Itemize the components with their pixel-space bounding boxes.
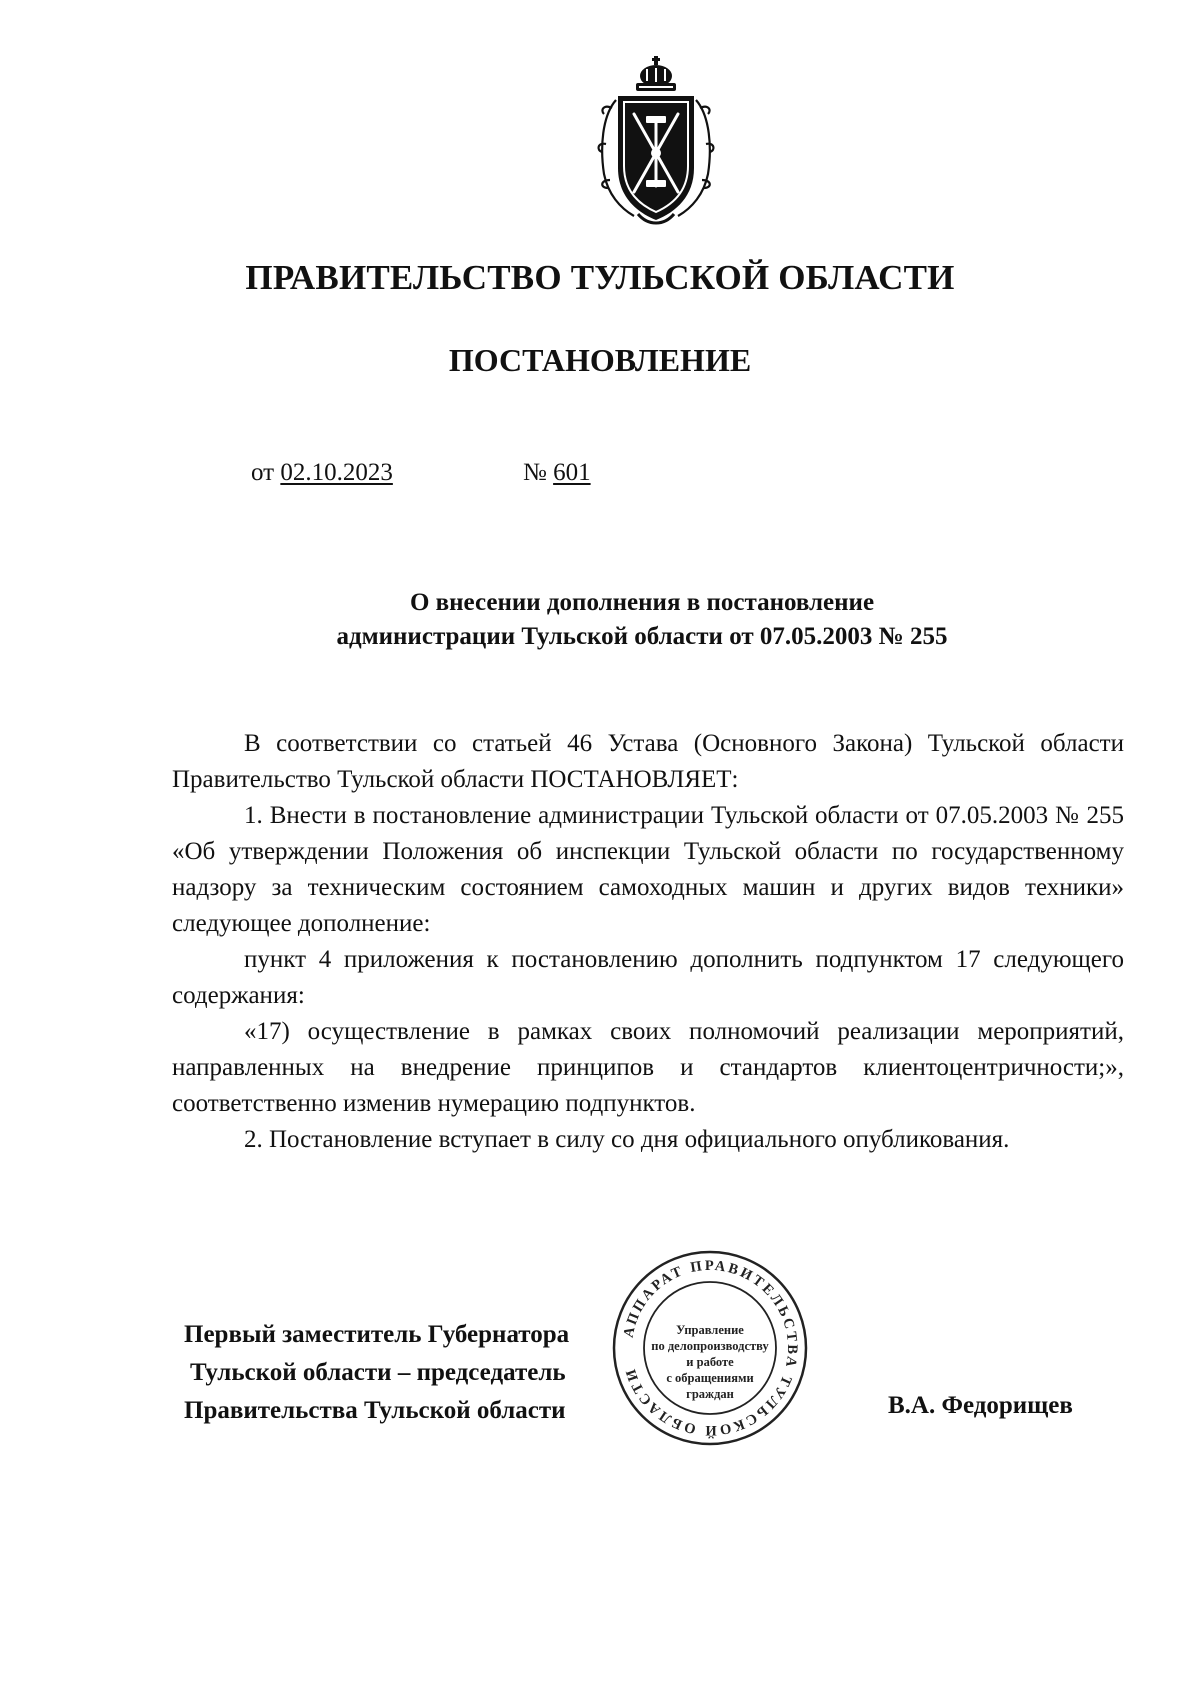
- stamp-inner-text: [644, 1322, 776, 1402]
- document-body: [172, 726, 1124, 1158]
- paragraph-preamble: В соответствии со статьей 46 Устава (Основного Закона) Тульской области Правительство Тульской области ПОСТАНОВЛЯЕТ:: [172, 730, 1124, 793]
- signatory-position: [184, 1316, 569, 1430]
- paragraph-item-1: 1. Внести в постановление администрации Тульской области от 07.05.2003 № 255 «Об утверждении Положения об инспекции Тульской области по государственному надзору за техническим состоянием самоходных машин и других видов техники» следующее дополнение:: [172, 802, 1124, 937]
- document-date: [251, 459, 393, 487]
- number-value: 601: [553, 459, 591, 486]
- position-line-3: Правительства Тульской области: [184, 1397, 566, 1424]
- document-type: ПОСТАНОВЛЕНИЕ: [448, 342, 752, 378]
- government-title: ПРАВИТЕЛЬСТВО ТУЛЬСКОЙ ОБЛАСТИ: [245, 258, 955, 297]
- paragraph-item-2: 2. Постановление вступает в силу со дня официального опубликования.: [244, 1126, 1010, 1153]
- stamp-inner-line-2: по делопроизводству: [651, 1339, 769, 1353]
- stamp-outer-text: АППАРАТ ПРАВИТЕЛЬСТВА ТУЛЬСКОЙ ОБЛАСТИ: [620, 1257, 801, 1439]
- date-value: 02.10.2023: [280, 459, 393, 486]
- coat-of-arms-icon: [594, 56, 718, 232]
- paragraph-amendment-intro: пункт 4 приложения к постановлению дополнить подпунктом 17 следующего содержания:: [172, 946, 1124, 1009]
- subject-line-2: администрации Тульской области от 07.05.2003 № 255: [336, 623, 948, 650]
- position-line-1: Первый заместитель Губернатора: [184, 1321, 570, 1348]
- stamp-inner-line-1: Управление: [676, 1323, 744, 1337]
- stamp-inner-line-4: с обращениями: [666, 1371, 754, 1385]
- document-subject: [160, 586, 1124, 654]
- document-number: [523, 459, 591, 487]
- paragraph-amendment-text: «17) осуществление в рамках своих полномочий реализации мероприятий, направленных на внедрение принципов и стандартов клиентоцентричности;», соответственно изменив нумерацию подпунктов.: [172, 1018, 1124, 1117]
- signatory-name: В.А. Федорищев: [888, 1392, 1073, 1419]
- stamp-inner-line-5: граждан: [686, 1387, 734, 1401]
- subject-line-1: О внесении дополнения в постановление: [409, 589, 875, 616]
- position-line-2: Тульской области – председатель: [190, 1359, 566, 1386]
- number-prefix: №: [523, 459, 547, 486]
- date-prefix: от: [251, 459, 275, 486]
- stamp-inner-line-3: и работе: [686, 1355, 734, 1369]
